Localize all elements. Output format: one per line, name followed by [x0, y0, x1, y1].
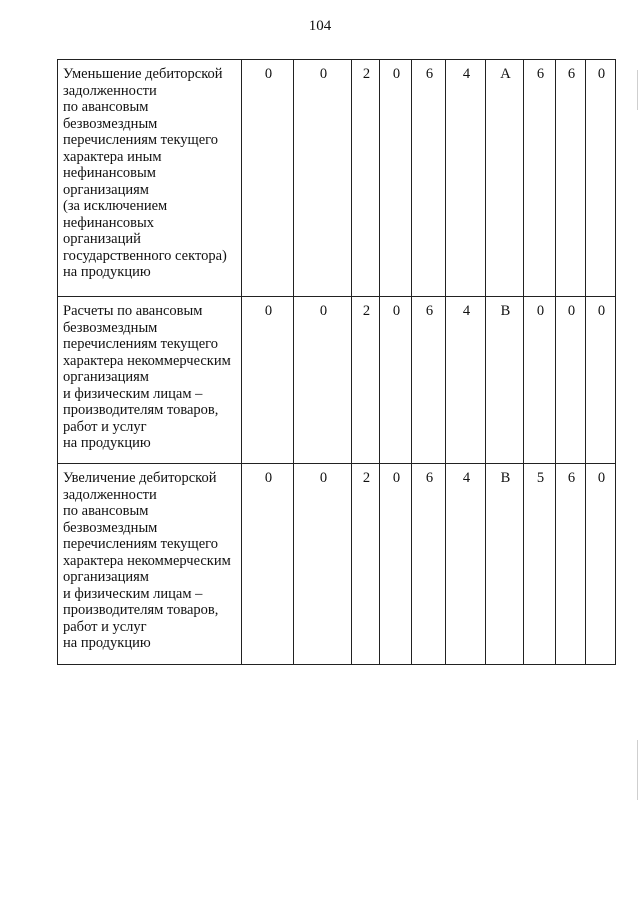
- budget-classification-table: [57, 59, 616, 665]
- code-digit: 0: [294, 60, 352, 297]
- code-digit: 6: [412, 297, 446, 464]
- code-digit: 0: [380, 297, 412, 464]
- code-digit: 6: [524, 60, 556, 297]
- code-digit: 0: [242, 60, 294, 297]
- code-digit: 4: [446, 297, 486, 464]
- code-digit: 2: [352, 464, 380, 665]
- code-digit: 6: [556, 464, 586, 665]
- page-number: 104: [308, 18, 332, 34]
- code-digit: 0: [586, 464, 616, 665]
- code-digit: 0: [380, 464, 412, 665]
- code-digit: 6: [556, 60, 586, 297]
- table-row: [58, 60, 616, 297]
- code-digit: 0: [294, 464, 352, 665]
- table-row: [58, 464, 616, 665]
- code-digit: 0: [524, 297, 556, 464]
- code-digit: В: [486, 297, 524, 464]
- code-digit: 4: [446, 60, 486, 297]
- row-description: Увеличение дебиторской задолженности по авансовым безвозмездным перечислениям текущего характера некоммерческим организациям и физическим лицам – производителям товаров, работ и услуг на продукцию: [58, 464, 242, 665]
- code-digit: 0: [586, 60, 616, 297]
- code-digit: 4: [446, 464, 486, 665]
- code-digit: А: [486, 60, 524, 297]
- table-row: [58, 297, 616, 464]
- code-digit: 6: [412, 60, 446, 297]
- code-digit: 2: [352, 297, 380, 464]
- code-digit: 0: [294, 297, 352, 464]
- code-digit: 0: [380, 60, 412, 297]
- row-description: Уменьшение дебиторской задолженности по авансовым безвозмездным перечислениям текущего характера иным нефинансовым организациям (за исключением нефинансовых организаций государственного сектора) на продукцию: [58, 60, 242, 297]
- code-digit: 0: [586, 297, 616, 464]
- code-digit: 0: [556, 297, 586, 464]
- code-digit: 0: [242, 464, 294, 665]
- code-digit: 5: [524, 464, 556, 665]
- code-digit: 2: [352, 60, 380, 297]
- code-digit: 6: [412, 464, 446, 665]
- code-digit: 0: [242, 297, 294, 464]
- scan-artifact: [637, 70, 638, 110]
- scan-artifact: [637, 740, 638, 800]
- code-digit: В: [486, 464, 524, 665]
- row-description: Расчеты по авансовым безвозмездным перечислениям текущего характера некоммерческим организациям и физическим лицам – производителям товаров, работ и услуг на продукцию: [58, 297, 242, 464]
